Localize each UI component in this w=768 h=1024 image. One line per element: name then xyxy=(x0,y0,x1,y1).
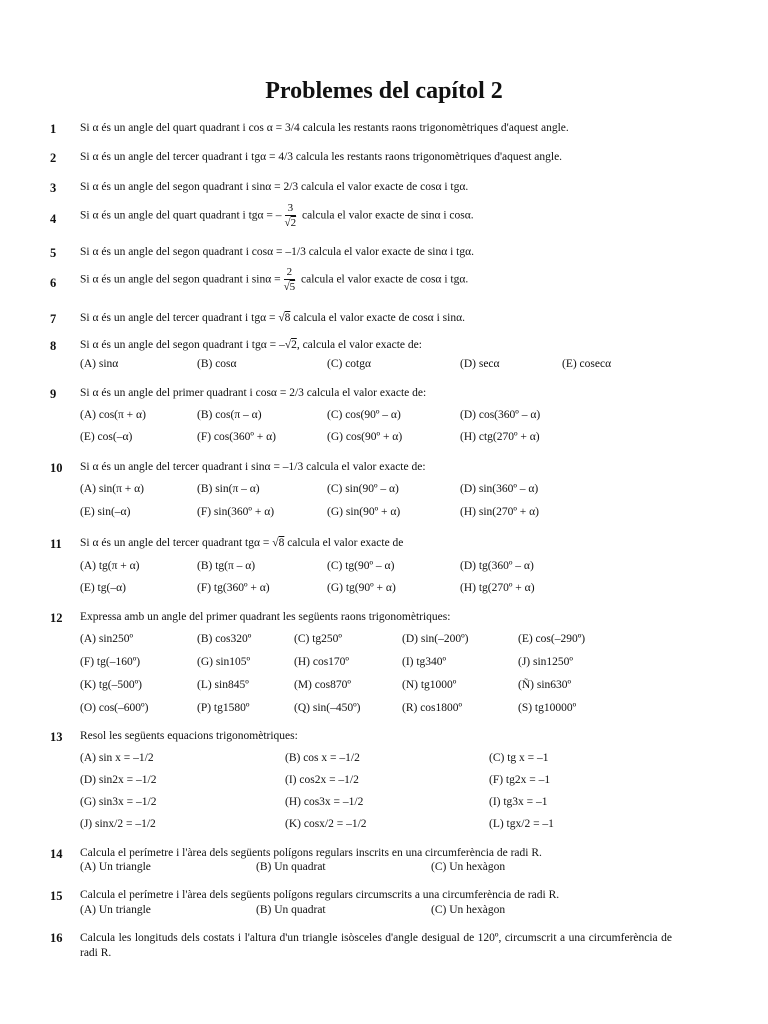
option: (A) Un triangle xyxy=(80,904,151,916)
option: (B) cos x = –1/2 xyxy=(285,752,360,764)
option: (A) cos(π + α) xyxy=(80,409,146,421)
problem-text xyxy=(80,266,468,294)
fraction-numerator: 3 xyxy=(285,202,297,216)
problem-number: 7 xyxy=(50,312,57,326)
option: (H) sin(270º + α) xyxy=(460,506,539,518)
problem-text-pre: Si α és un angle del quart quadrant i tgα = – xyxy=(80,209,282,222)
root-value: 5 xyxy=(289,281,296,293)
option: (C) cos(90º – α) xyxy=(327,409,401,421)
problem-number: 14 xyxy=(50,847,63,861)
option: (G) cos(90º + α) xyxy=(327,431,403,443)
option: (H) cos170º xyxy=(294,656,349,668)
option: (G) sin3x = –1/2 xyxy=(80,796,157,808)
problem-number: 2 xyxy=(50,151,57,165)
problem-number: 15 xyxy=(50,889,63,903)
root-value: 2 xyxy=(291,339,297,351)
problem-text: Si α és un angle del segon quadrant i cosα = –1/3 calcula el valor exacte de sinα i tgα. xyxy=(80,246,475,258)
option: (M) cos870º xyxy=(294,679,351,691)
problem-text xyxy=(80,312,465,324)
page-title: Problemes del capítol 2 xyxy=(265,78,503,104)
fraction-numerator: 2 xyxy=(284,266,296,280)
option: (H) cos3x = –1/2 xyxy=(285,796,364,808)
problem-text: Si α és un angle del primer quadrant i cosα = 2/3 calcula el valor exacte de: xyxy=(80,387,427,399)
fraction-denominator: √5 xyxy=(283,281,296,293)
problem-text-pre: Si α és un angle del tercer quadrant i tgα = √ xyxy=(80,312,285,324)
fraction xyxy=(284,266,296,294)
option: (G) tg(90º + α) xyxy=(327,582,396,594)
option: (B) Un quadrat xyxy=(256,904,326,916)
problem-text-post: calcula el valor exacte de cosα i sinα. xyxy=(290,312,465,324)
problem-text: Si α és un angle del tercer quadrant i tgα = 4/3 calcula les restants raons trigonomètriques d'aquest angle. xyxy=(80,151,563,163)
root-value: 8 xyxy=(278,537,285,549)
root-value: 8 xyxy=(284,312,291,324)
option: (S) tg10000º xyxy=(518,702,577,714)
option: (E) cos(–290º) xyxy=(518,633,586,645)
option: (J) sin1250º xyxy=(518,656,573,668)
option: (C) tg250º xyxy=(294,633,342,645)
problem-number: 12 xyxy=(50,611,63,625)
problem-text-pre: Si α és un angle del tercer quadrant tgα = √ xyxy=(80,537,279,549)
option: (L) tgx/2 = –1 xyxy=(489,818,554,830)
problem-number: 8 xyxy=(50,339,57,353)
problem-number: 6 xyxy=(50,276,57,290)
option: (K) cosx/2 = –1/2 xyxy=(285,818,367,830)
option: (H) ctg(270º + α) xyxy=(460,431,540,443)
problem-number: 1 xyxy=(50,122,57,136)
problem-number: 11 xyxy=(50,537,62,551)
option: (B) tg(π – α) xyxy=(197,560,256,572)
option: (C) tg x = –1 xyxy=(489,752,549,764)
option: (R) cos1800º xyxy=(402,702,463,714)
option: (B) cos(π – α) xyxy=(197,409,262,421)
option: (Q) sin(–450º) xyxy=(294,702,361,714)
option: (D) sin(–200º) xyxy=(402,633,469,645)
problem-number: 5 xyxy=(50,246,57,260)
problem-text xyxy=(80,202,474,230)
option: (B) cosα xyxy=(197,358,237,370)
option: (A) sin x = –1/2 xyxy=(80,752,154,764)
problem-text-post: calcula el valor exacte de xyxy=(284,537,404,549)
option: (N) tg1000º xyxy=(402,679,457,691)
problem-text: Expressa amb un angle del primer quadrant les següents raons trigonomètriques: xyxy=(80,611,451,623)
problem-number: 16 xyxy=(50,931,63,945)
option: (A) sin(π + α) xyxy=(80,483,144,495)
option: (C) cotgα xyxy=(327,358,372,370)
option: (P) tg1580º xyxy=(197,702,250,714)
problem-text-post: calcula el valor exacte de sinα i cosα. xyxy=(301,209,474,222)
option: (C) Un hexàgon xyxy=(431,904,506,916)
option: (G) sin(90º + α) xyxy=(327,506,401,518)
option: (B) cos320º xyxy=(197,633,252,645)
problem-text-post: calcula el valor exacte de cosα i tgα. xyxy=(301,273,469,286)
problem-text-post: , calcula el valor exacte de: xyxy=(296,339,422,351)
option: (B) Un quadrat xyxy=(256,861,326,873)
option: (J) sinx/2 = –1/2 xyxy=(80,818,156,830)
problem-number: 3 xyxy=(50,181,57,195)
option: (F) tg(–160º) xyxy=(80,656,141,668)
option: (F) tg(360º + α) xyxy=(197,582,270,594)
option: (A) Un triangle xyxy=(80,861,151,873)
problem-number: 10 xyxy=(50,461,63,475)
fraction xyxy=(285,202,297,230)
problem-text xyxy=(80,537,403,549)
option: (L) sin845º xyxy=(197,679,249,691)
option: (D) sin(360º – α) xyxy=(460,483,539,495)
option: (H) tg(270º + α) xyxy=(460,582,535,594)
option: (D) sin2x = –1/2 xyxy=(80,774,157,786)
option: (K) tg(–500º) xyxy=(80,679,143,691)
fraction-denominator: √2 xyxy=(284,217,297,229)
option: (Ñ) sin630º xyxy=(518,679,572,691)
problem-text: Si α és un angle del segon quadrant i sinα = 2/3 calcula el valor exacte de cosα i tgα. xyxy=(80,181,469,193)
option: (B) sin(π – α) xyxy=(197,483,260,495)
option: (O) cos(–600º) xyxy=(80,702,149,714)
option: (I) cos2x = –1/2 xyxy=(285,774,359,786)
option: (A) tg(π + α) xyxy=(80,560,140,572)
problem-text: Calcula el perímetre i l'àrea dels següents polígons regulars inscrits en una circumferència de radi R. xyxy=(80,847,542,859)
problem-text: Resol les següents equacions trigonomètriques: xyxy=(80,730,298,742)
option: (I) tg340º xyxy=(402,656,447,668)
option: (E) sin(–α) xyxy=(80,506,131,518)
problem-text: Calcula el perímetre i l'àrea dels següents polígons regulars circumscrits a una circumferència de radi R. xyxy=(80,889,560,901)
problem-number: 9 xyxy=(50,387,57,401)
option: (D) secα xyxy=(460,358,500,370)
option: (D) cos(360º – α) xyxy=(460,409,541,421)
option: (C) Un hexàgon xyxy=(431,861,506,873)
option: (C) sin(90º – α) xyxy=(327,483,399,495)
option: (G) sin105º xyxy=(197,656,251,668)
option: (F) tg2x = –1 xyxy=(489,774,551,786)
option: (E) cos(–α) xyxy=(80,431,133,443)
problem-number: 4 xyxy=(50,212,57,226)
option: (C) tg(90º – α) xyxy=(327,560,395,572)
problem-text-pre: Si α és un angle del segon quadrant i sinα = xyxy=(80,273,281,286)
option: (F) sin(360º + α) xyxy=(197,506,275,518)
problem-text: Si α és un angle del tercer quadrant i sinα = –1/3 calcula el valor exacte de: xyxy=(80,461,426,473)
option: (A) sinα xyxy=(80,358,119,370)
problem-text: Calcula les longituds dels costats i l'altura d'un triangle isòsceles d'angle desigual de 120º, circumscrit a una circumferència de radi R. xyxy=(80,932,672,959)
problem-text-pre: Si α és un angle del segon quadrant i tgα = –√ xyxy=(80,339,292,351)
option: (I) tg3x = –1 xyxy=(489,796,548,808)
option: (A) sin250º xyxy=(80,633,134,645)
problem-text xyxy=(80,339,422,351)
option: (E) cosecα xyxy=(562,358,612,370)
option: (F) cos(360º + α) xyxy=(197,431,276,443)
option: (D) tg(360º – α) xyxy=(460,560,534,572)
problem-text: Si α és un angle del quart quadrant i cos α = 3/4 calcula les restants raons trigonomètriques d'aquest angle. xyxy=(80,122,569,134)
problem-number: 13 xyxy=(50,730,63,744)
option: (E) tg(–α) xyxy=(80,582,126,594)
root-value: 2 xyxy=(290,217,297,229)
